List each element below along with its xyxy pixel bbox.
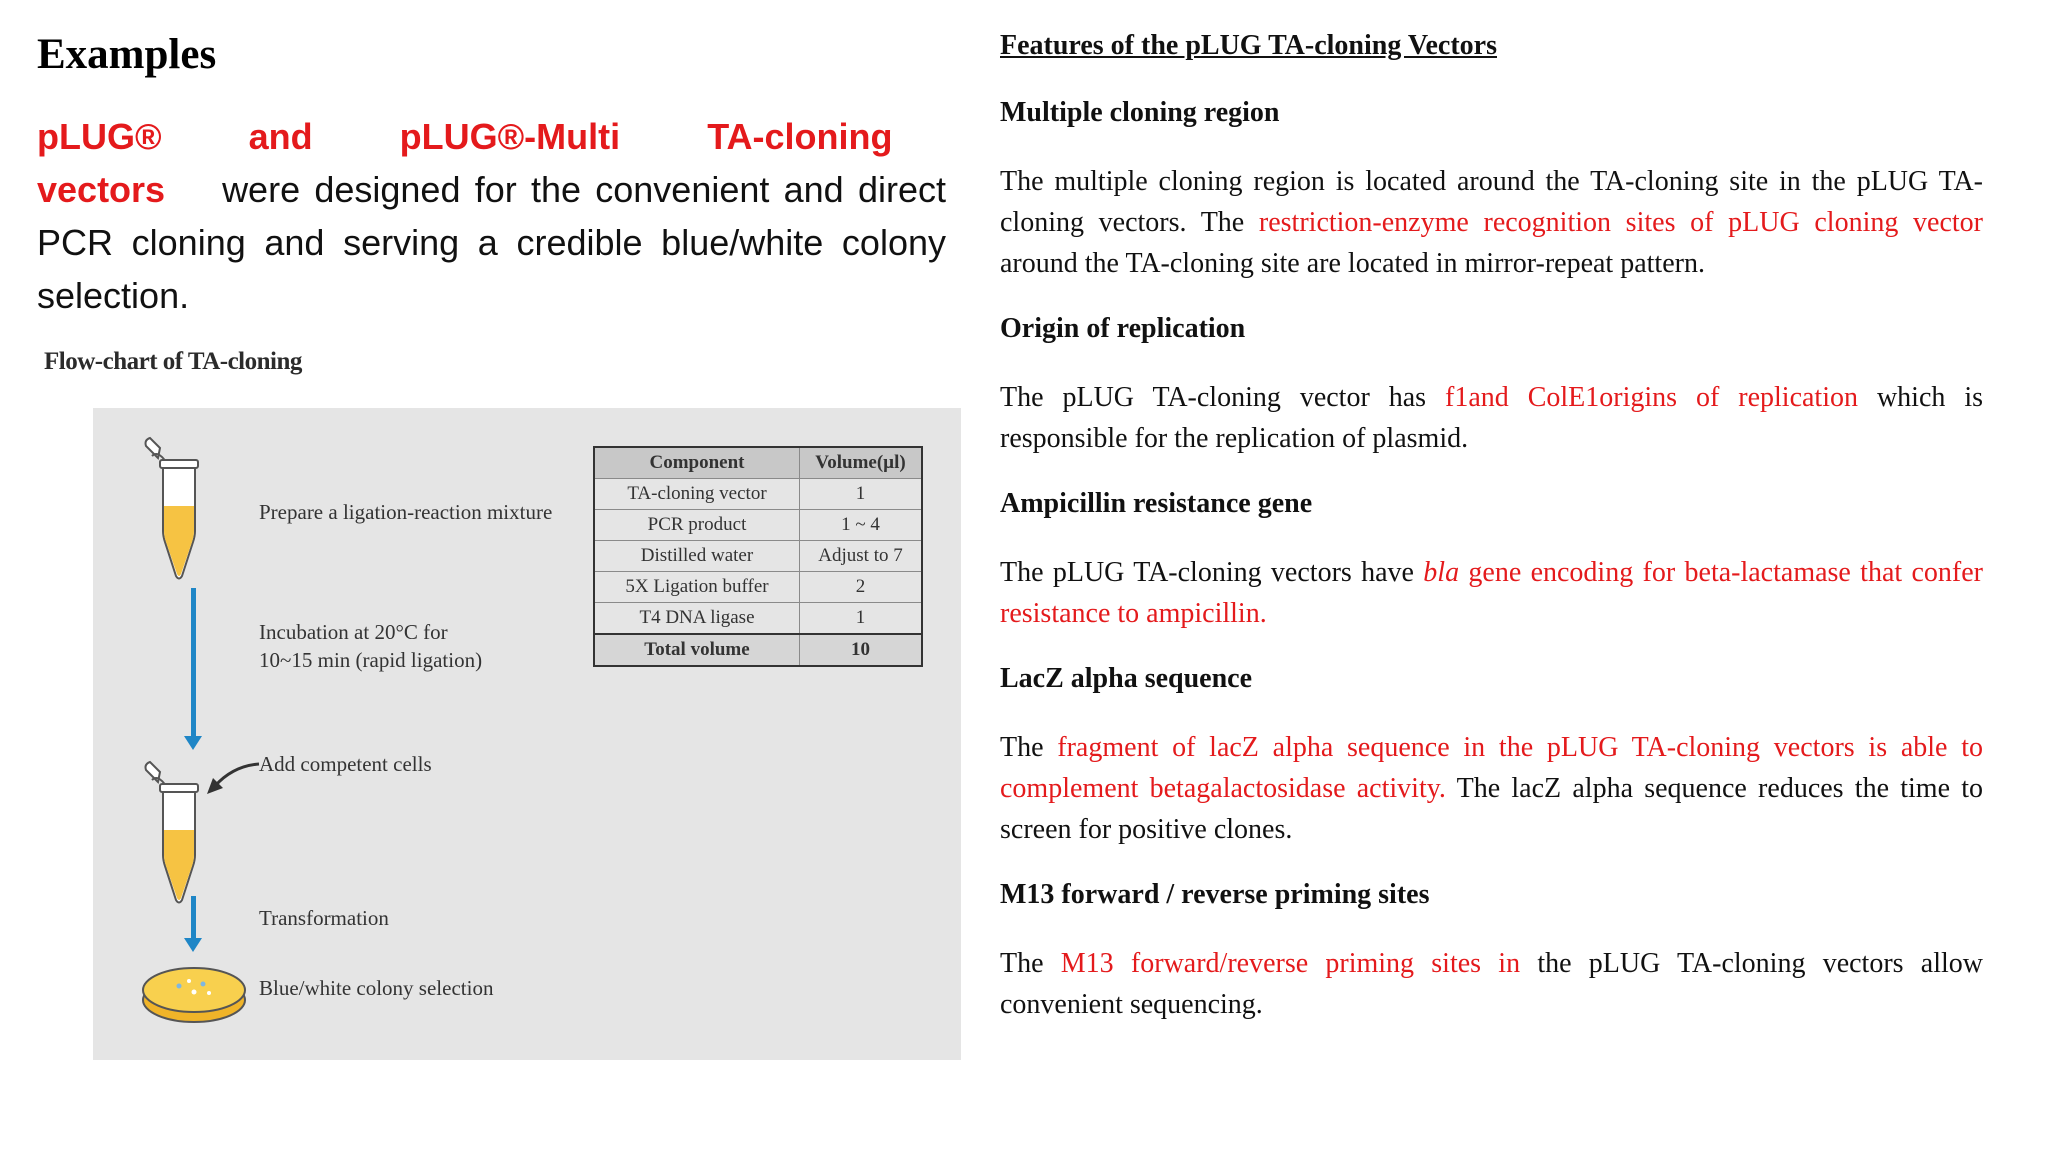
table-cell: Adjust to 7 — [800, 541, 923, 572]
text-segment: The lacZ alpha sequence reduces the time to screen for positive clones. — [1000, 773, 1983, 845]
highlight-segment: fragment of lacZ alpha sequence in the pLUG TA-cloning vectors is able to complement betagalactosidase activity. — [1000, 732, 1983, 804]
step-selection-label: Blue/white colony selection — [259, 976, 494, 1000]
petri-dish-icon — [139, 962, 249, 1028]
microtube-icon — [138, 760, 208, 905]
paragraph-origin-of-replication — [1000, 377, 1983, 459]
down-arrow-icon — [191, 896, 196, 940]
step-competent-label: Add competent cells — [259, 752, 432, 776]
table-header-row — [594, 447, 922, 479]
down-arrow-icon — [191, 588, 196, 738]
paragraph-m13-priming — [1000, 943, 1983, 1025]
text-segment: the pLUG TA-cloning vectors allow convenient sequencing. — [1000, 948, 1983, 1020]
text-segment: The pLUG TA-cloning vectors have — [1000, 557, 1424, 588]
intro-rest: designed for the convenient and direct PCR cloning and serving a credible blue/white colony selection. — [37, 169, 946, 316]
step-incubation-label-1: Incubation at 20°C for — [259, 620, 448, 644]
table-row — [594, 541, 922, 572]
table-header: Component — [594, 447, 800, 479]
table-cell: 5X Ligation buffer — [594, 572, 800, 603]
intro-were: were — [222, 169, 301, 210]
heading-ampicillin-resistance: Ampicillin resistance gene — [1000, 488, 1313, 519]
step-transformation-label: Transformation — [259, 906, 389, 930]
heading-lacz-alpha: LacZ alpha sequence — [1000, 663, 1253, 694]
highlight-italic-segment: bla — [1423, 557, 1460, 588]
down-arrow-head — [184, 736, 202, 750]
text-segment: which is responsible for the replication of plasmid. — [1000, 382, 1984, 454]
text-segment: The pLUG TA-cloning vector has — [1000, 382, 1445, 413]
flowchart-panel — [93, 408, 961, 1060]
heading-multiple-cloning-region: Multiple cloning region — [1000, 97, 1280, 128]
table-cell: PCR product — [594, 510, 800, 541]
heading-m13-priming: M13 forward / reverse priming sites — [1000, 879, 1430, 910]
intro-paragraph — [37, 110, 946, 322]
paragraph-lacz-alpha — [1000, 727, 1983, 850]
paragraph-multiple-cloning-region — [1000, 161, 1983, 284]
brand-ta-cloning: TA-cloning — [707, 116, 893, 157]
text-segment: around the TA-cloning site are located in mirror-repeat pattern. — [1000, 248, 1705, 279]
table-cell: 1 — [800, 603, 923, 635]
brand-vectors: vectors — [37, 169, 166, 210]
highlight-segment: M13 forward/reverse priming sites in — [1060, 948, 1521, 979]
paragraph-ampicillin-resistance — [1000, 552, 1983, 634]
text-segment: The — [1000, 948, 1061, 979]
section-title-examples: Examples — [37, 31, 217, 78]
brand-and: and — [248, 116, 313, 157]
brand-plug-multi: pLUG®-Multi — [399, 116, 621, 157]
table-cell: Total volume — [594, 634, 800, 666]
step-incubation-label-2: 10~15 min (rapid ligation) — [259, 648, 483, 672]
table-cell: 1 ~ 4 — [800, 510, 923, 541]
highlight-segment: f1and ColE1origins of replication — [1445, 382, 1858, 413]
highlight-segment: gene encoding for beta-lactamase that confer resistance to ampicillin. — [1000, 557, 1983, 629]
step-prepare-label: Prepare a ligation-reaction mixture — [259, 500, 553, 524]
table-header: Volume(µl) — [800, 447, 923, 479]
brand-plug: pLUG® — [37, 116, 162, 157]
text-segment: The multiple cloning region is located around the TA-cloning site in the pLUG TA-cloning vectors. The — [1000, 166, 1983, 238]
table-cell: Distilled water — [594, 541, 800, 572]
heading-origin-of-replication: Origin of replication — [1000, 313, 1246, 344]
down-arrow-head — [184, 938, 202, 952]
table-row — [594, 479, 922, 510]
flowchart-caption: Flow-chart of TA-cloning — [44, 348, 302, 375]
table-row — [594, 572, 922, 603]
table-cell: TA-cloning vector — [594, 479, 800, 510]
highlight-segment: restriction-enzyme recognition sites of pLUG cloning vector — [1258, 207, 1983, 238]
features-title: Features of the pLUG TA-cloning Vectors — [1000, 30, 1497, 61]
text-segment: The — [1000, 732, 1058, 763]
table-cell: 10 — [800, 634, 923, 666]
microtube-icon — [138, 436, 208, 581]
ligation-components-table — [593, 446, 923, 667]
table-row — [594, 603, 922, 635]
table-cell: 1 — [800, 479, 923, 510]
pointer-arrow-icon — [203, 758, 263, 798]
table-cell: T4 DNA ligase — [594, 603, 800, 635]
table-row — [594, 510, 922, 541]
table-total-row — [594, 634, 922, 666]
table-cell: 2 — [800, 572, 923, 603]
